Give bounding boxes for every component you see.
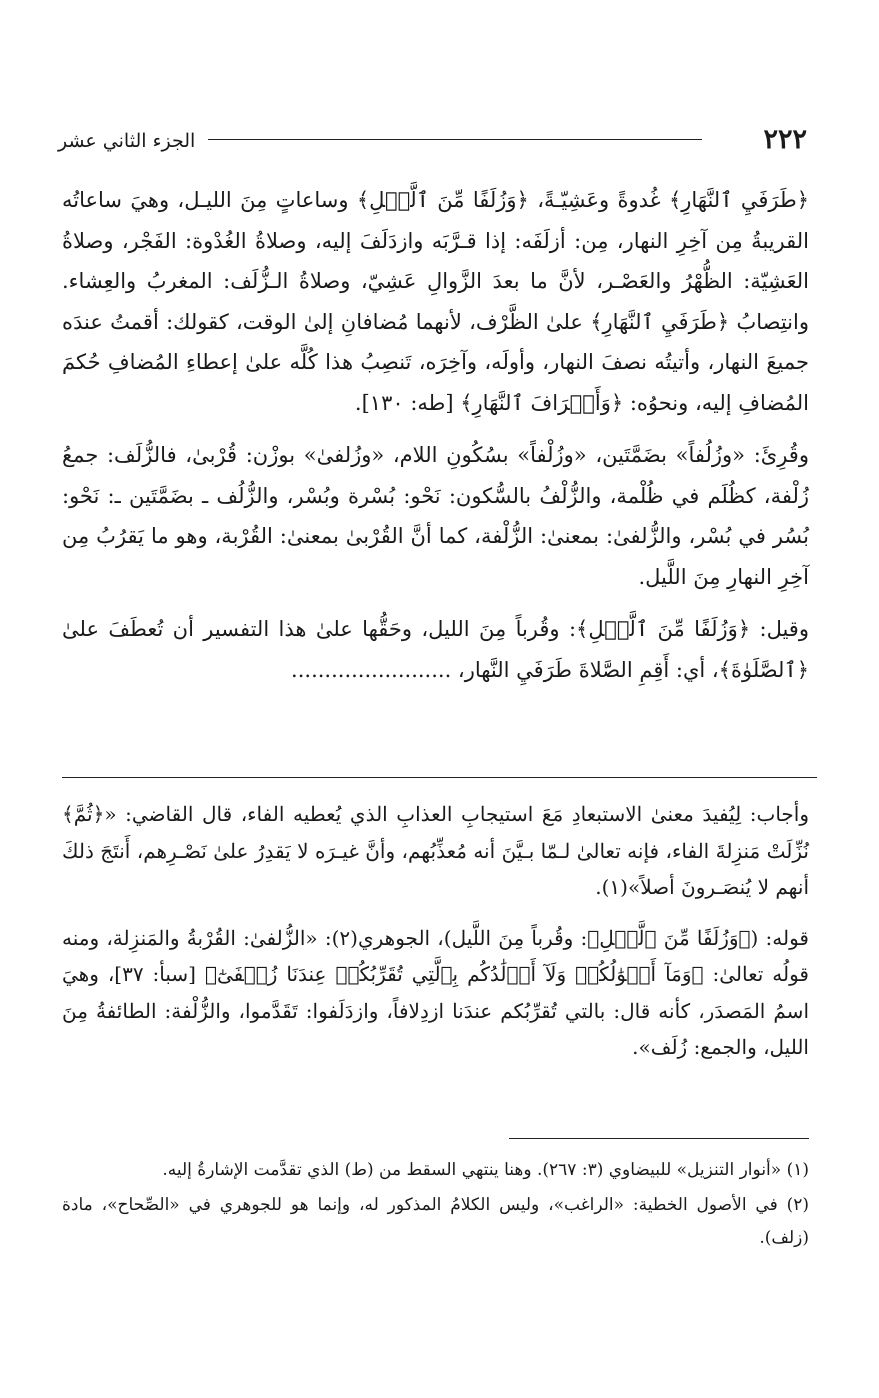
footnote: (٢) في الأصول الخطية: «الراغب»، وليس الكلامُ المذكور له، وإنما هو للجوهري في «الصِّحاح»، مادة (زلف). [62,1195,809,1248]
footnote: (١) «أنوار التنزيل» للبيضاوي (٣: ٢٦٧). وهنا ينتهي السقط من (ط) الذي تقدَّمت الإشارةُ إليه. [162,1160,809,1180]
main-paragraph: وقُرِئَ: «وزُلُفاً» بضَمَّتَين، «وزُلْفاً» بسُكُونِ اللام، «وزُلفىٰ» بوزْن: قُرْبىٰ، فالزُّلَف: جمعُ زُلْفة، كظُلَم في ظُلْمة، والزُّلْفُ بالسُّكون: نَحْو: بُسْرة وبُسْر، والزُّلُف ـ بضَمَّتَين ـ: نَحْو: بُسُر في بُسْر، والزُّلفىٰ: بمعنىٰ: الزُّلْفة، كما أنَّ القُرْبىٰ بمعنىٰ: القُرْبة، وهو ما يَقرُبُ مِن آخِرِ النهارِ مِنَ اللَّيل. [62,443,809,589]
commentary-paragraph: قوله: (﴿وَزُلَفًا مِّنَ ٱلَّيۡلِ﴾: وقُرباً مِنَ اللَّيل)، الجوهري(٢): «الزُّلفىٰ: القُرْبةُ والمَنزِلة، ومنه قولُه تعالىٰ: ﴿وَمَآ أَمۡوَٰلُكُمۡ وَلَآ أَوۡلَٰدُكُم بِٱلَّتِي تُقَرِّبُكُمۡ عِندَنَا زُلۡفَىٰٓ﴾ [سبأ: ٣٧]، وهيَ اسمُ المَصدَر، كأنه قال: بالتي تُقرِّبُكم عندَنا ازدِلافاً، وازدَلَفوا: تَقَدَّموا، والزُّلْفة: الطائفةُ مِنَ الليل، والجمع: زُلَف». [62,925,809,1059]
main-text [62,180,809,702]
page-header [58,122,807,162]
footnotes [62,1154,809,1257]
footnote-divider [509,1138,809,1139]
page-number: ٢٢٢ [763,124,807,155]
commentary-text [62,796,809,1080]
commentary-paragraph: وأجاب: لِيُفيدَ معنىٰ الاستبعادِ مَعَ استيجابِ العذابِ الذي يُعطيه الفاء، قال القاضي: «﴿ثُمَّ﴾ نُزِّلَتْ مَنزِلةَ الفاء، فإنه تعالىٰ لـمّا بـيَّنَ أنه مُعذِّبُهم، وأنَّ غيـرَه لا يَقدِرُ علىٰ نَصْـرِهم، أَنتَجَ ذلكَ أنهم لا يُنصَـرونَ أصلاً»(١). [62,802,809,899]
main-paragraph: وقيل: ﴿وَزُلَفًا مِّنَ ٱلَّيۡلِ﴾: وقُرباً مِنَ الليل، وحَقُّها علىٰ هذا التفسير أن تُعطَفَ علىٰ ﴿ٱلصَّلَوٰةَ﴾، أي: أَقِمِ الصَّلاةَ طَرَفَيِ النَّهار، ........................ [62,617,809,682]
section-divider [62,777,817,778]
header-rule [208,139,702,140]
running-title: الجزء الثاني عشر [58,130,196,152]
main-paragraph: ﴿طَرَفَيِ ٱلنَّهَارِ﴾ غُدوةً وعَشِيّـةً، ﴿وَزُلَفًا مِّنَ ٱلَّيۡلِ﴾ وساعاتٍ مِنَ الليـل، وهيَ ساعاتُه القريبةُ مِن آخِرِ النهار، مِن: أزلَفَه: إذا قـرَّبَه وازدَلَفَ إليه، وصلاةُ الغُدْوة: الفَجْر، وصلاةُ العَشِيّة: الظُّهْرُ والعَصْـر، لأنَّ ما بعدَ الزَّوالِ عَشِيّ، وصلاةُ الـزُّلَف: المغربُ والعِشاء. وانتِصابُ ﴿طَرَفَيِ ٱلنَّهَارِ﴾ علىٰ الظَّرْف، لأنهما مُضافانِ إلىٰ الوقت، كقولك: أقمتُ عندَه جميعَ النهار، وأتيتُه نصفَ النهار، وأولَه، وآخِرَه، تَنصِبُ هذا كُلَّه علىٰ إعطاءِ المُضافِ حُكمَ المُضافِ إليه، ونحوُه: ﴿وَأَطۡرَافَ ٱلنَّهَارِ﴾ [طه: ١٣٠]. [62,188,809,415]
